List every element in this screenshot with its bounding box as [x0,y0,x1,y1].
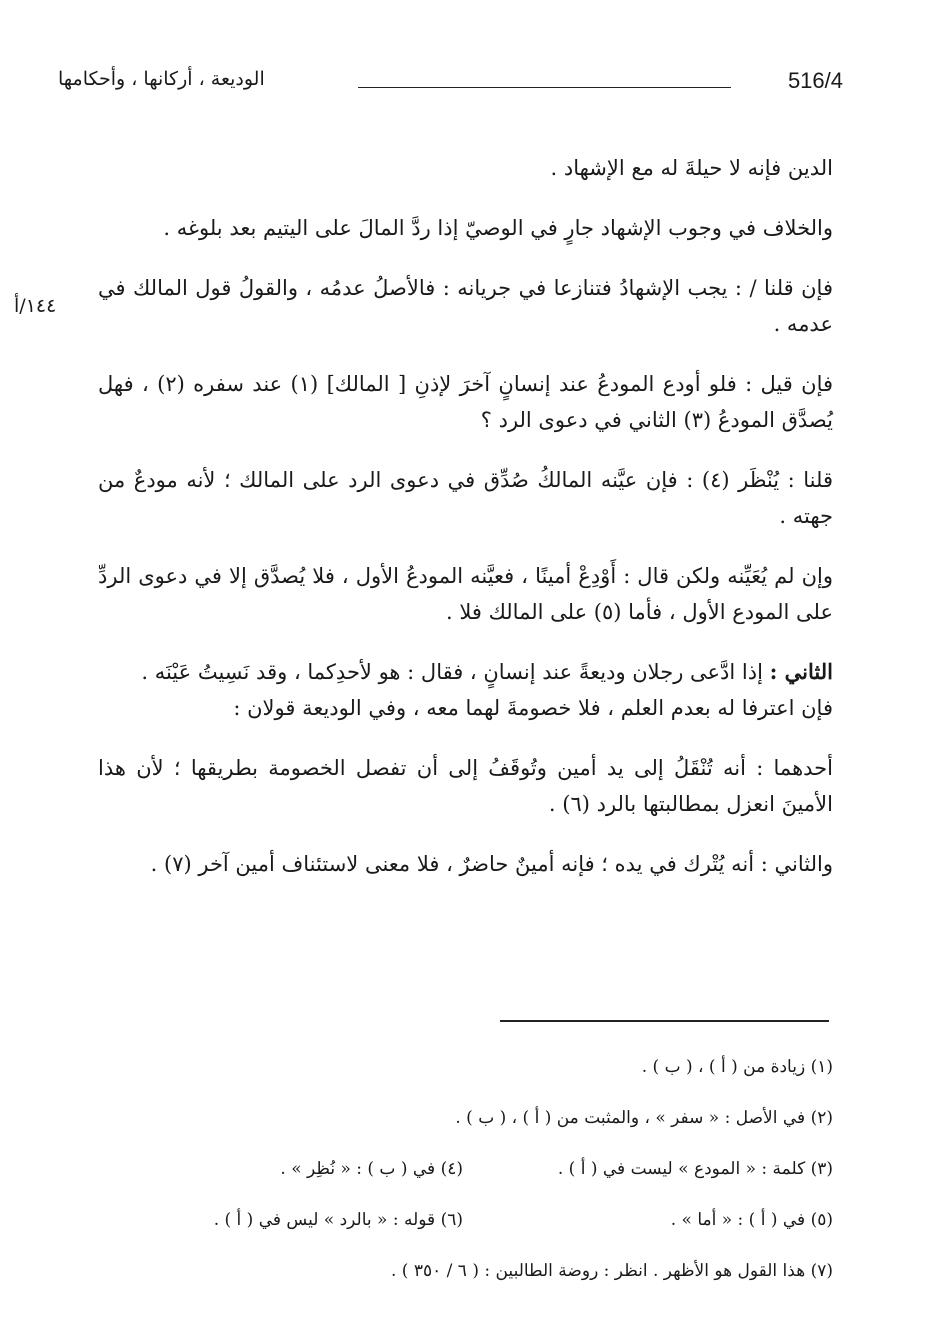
footnote-separator [500,1020,829,1022]
second-case-block [98,654,833,726]
footnote-row [98,1048,833,1099]
footnote-row [98,1201,833,1252]
paragraph: قلنا : يُنْظَر (٤) : فإن عيَّنه المالكُ صُدِّق في دعوى الرد على المالك ؛ لأنه مودعٌ من جهته . [98,468,834,528]
paragraph: وإن لم يُعَيِّنه ولكن قال : أَوْدِعْ أمينًا ، فعيَّنه المودعُ الأول ، فلا يُصدَّق إلا في دعوى الردِّ على المودع الأول ، فأما (٥) على المالك فلا . [98,564,833,624]
footnote-row [98,1099,833,1150]
second-case-line: فإن اعترفا له بعدم العلم ، فلا خصومةَ لهما معه ، وفي الوديعة قولان : [233,696,833,720]
header-rule [358,87,731,88]
paragraph: والخلاف في وجوب الإشهاد جارٍ في الوصيّ إذا ردَّ المالَ على اليتيم بعد بلوغه . [163,216,833,240]
footnote-row [98,1150,833,1201]
running-header [58,66,843,102]
footnote-row [98,1252,833,1282]
paragraph: فإن قلنا / : يجب الإشهادُ فتنازعا في جريانه : فالأصلُ عدمُه ، والقولُ قول المالك في عدمه . [98,276,833,336]
paragraph: والثاني : أنه يُتْرك في يده ؛ فإنه أمينٌ حاضرٌ ، فلا معنى لاستئناف أمين آخر (٧) . [150,852,833,876]
main-text [98,150,833,882]
margin-folio-note: ١٤٤/أ [14,295,57,317]
footnote: (٢) في الأصل : « سفر » ، والمثبت من ( أ ) ، ( ب ) . [455,1108,833,1128]
second-case-line [98,654,833,690]
footnote: (٦) قوله : « بالرد » ليس في ( أ ) . [213,1210,463,1230]
second-case-label: الثاني : [769,659,833,684]
page-number: 516/4 [787,68,843,93]
paragraph: أحدهما : أنه تُنْقَلُ إلى يد أمين وتُوقَفُ إلى أن تفصل الخصومة بطريقها ؛ لأن هذا الأمينَ انعزل بمطالبتها بالرد (٦) . [98,756,833,816]
paragraph: فإن قيل : فلو أودع المودعُ عند إنسانٍ آخرَ لإذنِ [ المالك] (١) عند سفره (٢) ، فهل يُصدَّق المودعُ (٣) الثاني في دعوى الرد ؟ [98,372,834,432]
footnote: (٥) في ( أ ) : « أما » . [670,1210,833,1230]
running-title: الوديعة ، أركانها ، وأحكامها [58,68,265,90]
second-case-text: إذا ادَّعى رجلان وديعةً عند إنسانٍ ، فقال : هو لأحدِكما ، وقد نَسِيتُ عَيْنَه . [141,660,763,684]
paragraph: الدين فإنه لا حيلةَ له مع الإشهاد . [550,156,833,180]
footnotes [98,1048,833,1282]
footnote: (٣) كلمة : « المودع » ليست في ( أ ) . [557,1159,833,1179]
footnote: (٧) هذا القول هو الأظهر . انظر : روضة الطالبين : ( ٦ / ٣٥٠ ) . [390,1261,833,1281]
footnote: (٤) في ( ب ) : « نُظِر » . [280,1159,463,1179]
footnote: (١) زيادة من ( أ ) ، ( ب ) . [641,1057,833,1077]
